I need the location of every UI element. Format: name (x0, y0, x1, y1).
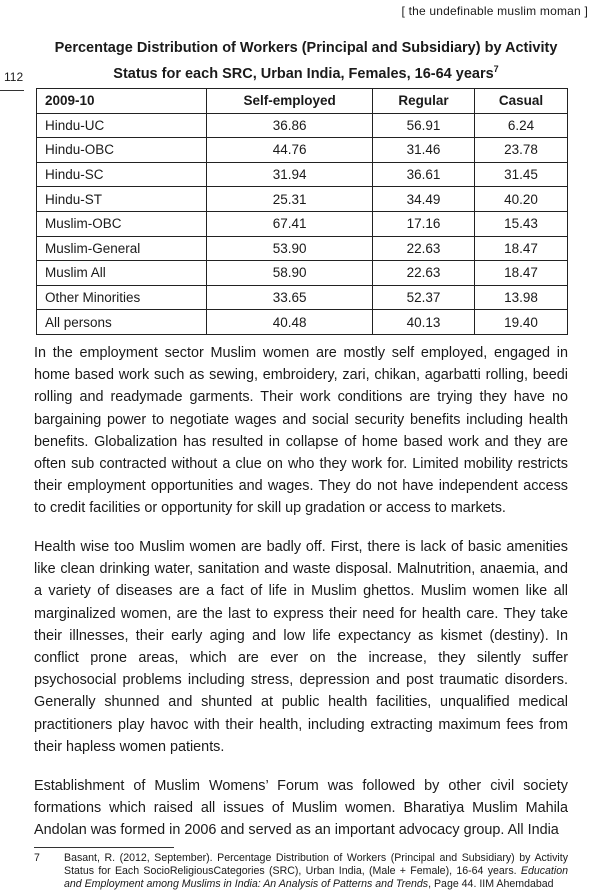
footnote-tail: , Page 44. IIM Ahemdabad (428, 878, 554, 890)
cell-self-employed: 67.41 (207, 211, 373, 236)
table-title-text: Percentage Distribution of Workers (Principal and Subsidiary) by Activity Status for each SRC, Urban India, Females, 16-64 years (54, 40, 558, 82)
cell-regular: 22.63 (373, 236, 475, 261)
row-label: All persons (37, 310, 207, 335)
running-head: [ the undefinable muslim moman ] (401, 4, 588, 18)
header-regular: Regular (373, 89, 475, 114)
row-label: Hindu-OBC (37, 138, 207, 163)
cell-casual: 23.78 (475, 138, 568, 163)
cell-casual: 18.47 (475, 236, 568, 261)
cell-casual: 15.43 (475, 211, 568, 236)
cell-regular: 56.91 (373, 113, 475, 138)
cell-regular: 36.61 (373, 162, 475, 187)
header-self-employed: Self-employed (207, 89, 373, 114)
cell-self-employed: 31.94 (207, 162, 373, 187)
table-header-row (37, 89, 568, 114)
table-row (37, 138, 568, 163)
footnote-italic-title: Education and Employment among Muslims in India: An Analysis of Patterns and Trends (64, 865, 568, 890)
table-row (37, 261, 568, 286)
table-row (37, 187, 568, 212)
cell-regular: 34.49 (373, 187, 475, 212)
table-row (37, 285, 568, 310)
cell-self-employed: 25.31 (207, 187, 373, 212)
cell-casual: 13.98 (475, 285, 568, 310)
row-label: Muslim-OBC (37, 211, 207, 236)
row-label: Hindu-ST (37, 187, 207, 212)
table-row (37, 211, 568, 236)
data-table (36, 88, 568, 335)
paragraph-employment: In the employment sector Muslim women are mostly self employed, engaged in home based work such as sewing, embroidery, zari, chikan, agarbatti rolling, beedi rolling and readymade garments. Their work conditions are trying they have no bargaining power to negotiate wages and social security benefits including health benefits. Globalization has resulted in collapse of home based work and they are often sub contracted without a clue on who they work for. Limited mobility restricts their employment opportunities and wages. They do not have independent access to credit facilities or opportunity for skill up gradation or access to markets. (34, 345, 568, 517)
cell-self-employed: 36.86 (207, 113, 373, 138)
table-row (37, 236, 568, 261)
row-label: Muslim All (37, 261, 207, 286)
cell-regular: 22.63 (373, 261, 475, 286)
header-year: 2009-10 (37, 89, 207, 114)
footnote-mark: 7 (34, 852, 40, 864)
footnote (34, 852, 568, 891)
paragraph-forum: Establishment of Muslim Womens’ Forum was followed by other civil society formations which raised all issues of Muslim women. Bharatiya Muslim Mahila Andolan was formed in 2006 and served as an important advocacy group. All India (34, 778, 568, 839)
table-row (37, 113, 568, 138)
footnote-rule (34, 847, 174, 848)
cell-self-employed: 53.90 (207, 236, 373, 261)
table-row (37, 162, 568, 187)
cell-self-employed: 33.65 (207, 285, 373, 310)
cell-casual: 19.40 (475, 310, 568, 335)
cell-regular: 52.37 (373, 285, 475, 310)
cell-self-employed: 58.90 (207, 261, 373, 286)
cell-casual: 18.47 (475, 261, 568, 286)
footnote-text: Basant, R. (2012, September). Percentage Distribution of Workers (Principal and Subsidiary) by Activity Status for Each SocioReligiousCategories (SRC), Urban India, (Male + Female), 16-64 years. (64, 852, 568, 877)
paragraph-health: Health wise too Muslim women are badly off. First, there is lack of basic amenities like clean drinking water, sanitation and waste disposal. Malnutrition, anaemia, and a variety of diseases are a fact of life in Muslim ghettos. Muslim women like all marginalized women, are the last to express their need for health care. They take their illnesses, their early aging and low life expectancy as kismet (destiny). In conflict prone areas, which are ever on the increase, they silently suffer psychosocial problems including stress, depression and post traumatic disorders. Generally shunned and shunted at public health facilities, unqualified medical practitioners play havoc with their health, including extracting maximum fees from their hapless women patients. (34, 539, 568, 755)
footnote-body (64, 852, 568, 891)
page-number: 112 (4, 70, 24, 84)
table-row (37, 310, 568, 335)
header-casual: Casual (475, 89, 568, 114)
table-title-footnote-ref: 7 (493, 64, 499, 74)
cell-regular: 17.16 (373, 211, 475, 236)
table-title (36, 38, 576, 85)
cell-regular: 40.13 (373, 310, 475, 335)
cell-self-employed: 40.48 (207, 310, 373, 335)
row-label: Hindu-SC (37, 162, 207, 187)
cell-casual: 6.24 (475, 113, 568, 138)
cell-casual: 31.45 (475, 162, 568, 187)
cell-casual: 40.20 (475, 187, 568, 212)
page-number-rule (0, 90, 24, 91)
row-label: Hindu-UC (37, 113, 207, 138)
cell-regular: 31.46 (373, 138, 475, 163)
row-label: Muslim-General (37, 236, 207, 261)
cell-self-employed: 44.76 (207, 138, 373, 163)
row-label: Other Minorities (37, 285, 207, 310)
